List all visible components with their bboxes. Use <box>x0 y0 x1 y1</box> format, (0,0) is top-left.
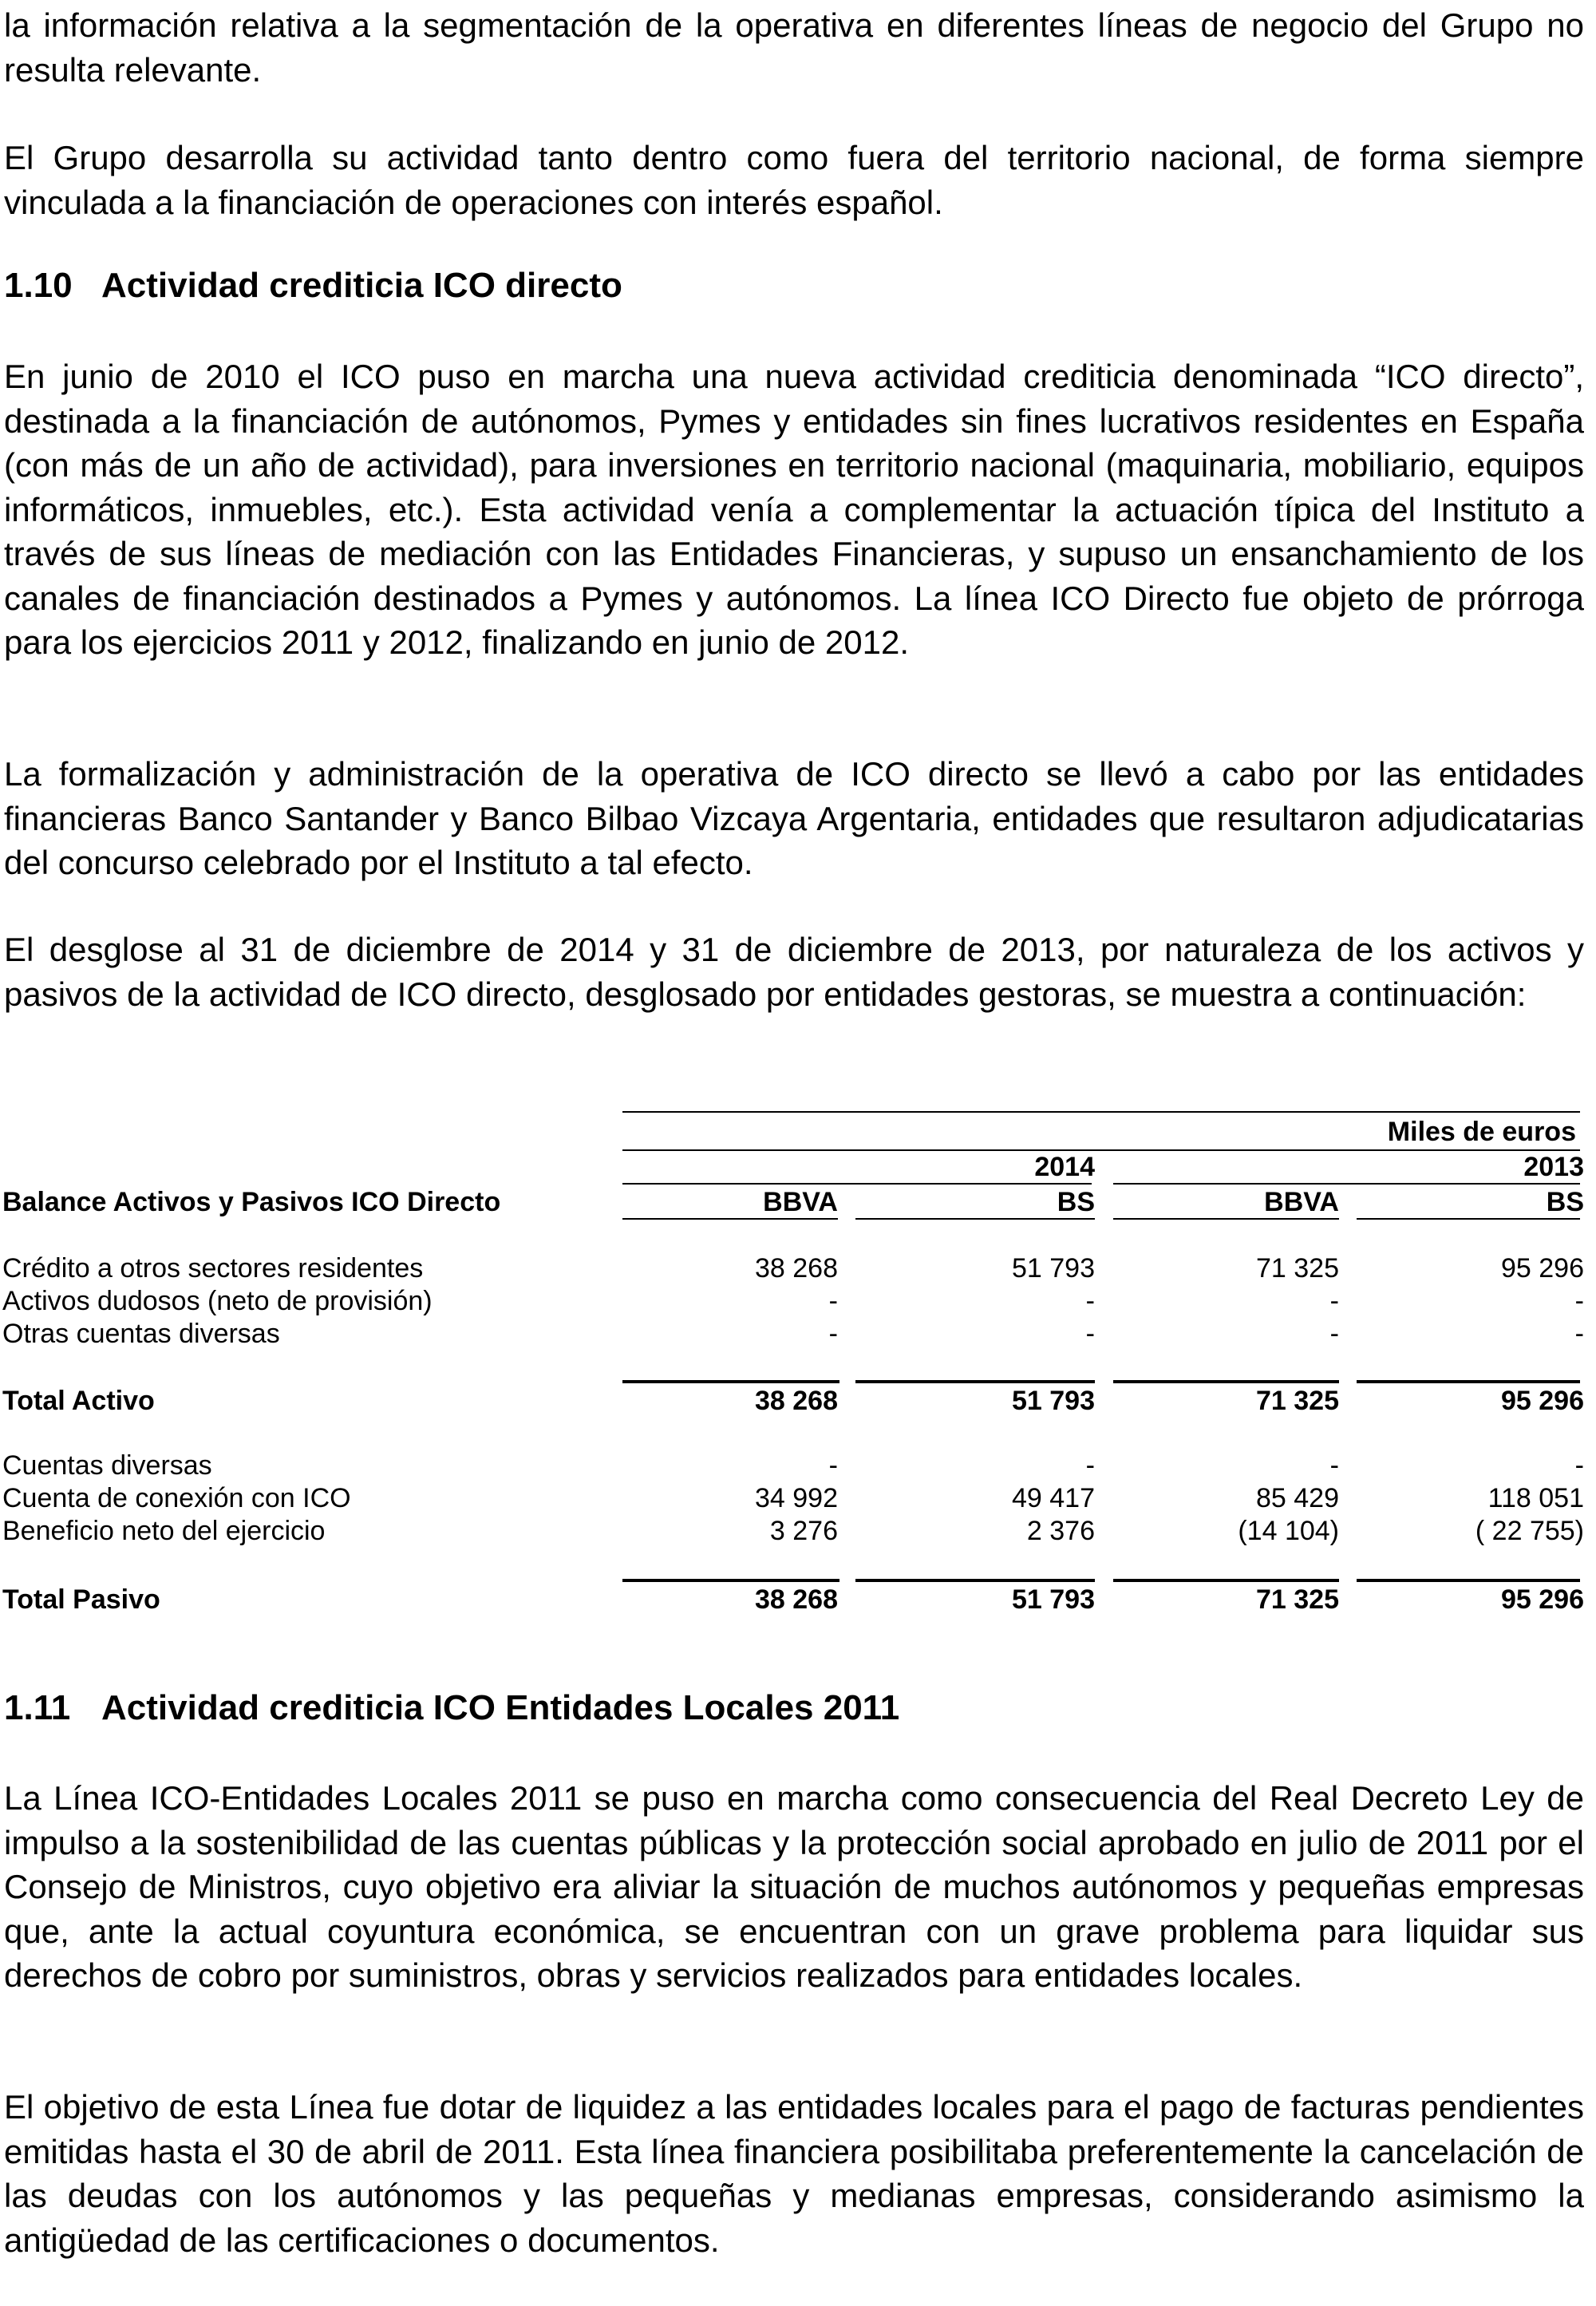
total-activo-value: 38 268 <box>755 1386 838 1416</box>
column-rule <box>1357 1218 1580 1220</box>
row-value: 3 276 <box>769 1516 838 1546</box>
total-rule <box>855 1380 1095 1383</box>
row-value: 51 793 <box>1012 1253 1095 1284</box>
balance-table <box>0 1102 1596 1615</box>
section-heading-1-11 <box>4 1686 899 1730</box>
section-title: Actividad crediticia ICO Entidades Locales 2011 <box>101 1688 900 1727</box>
row-value: - <box>1085 1319 1095 1349</box>
table-units: Miles de euros <box>1387 1117 1576 1147</box>
table-top-rule <box>622 1111 1580 1113</box>
row-value: - <box>1329 1319 1339 1349</box>
row-value: 71 325 <box>1256 1253 1339 1284</box>
row-value: ( 22 755) <box>1475 1516 1584 1546</box>
row-value: - <box>828 1450 838 1481</box>
section-number: 1.10 <box>4 266 73 305</box>
total-rule <box>1357 1579 1580 1582</box>
section-1-10-paragraph-2: La formalización y administración de la operativa de ICO directo se llevó a cabo por las entidades financieras Banco Santander y Banco Bilbao Vizcaya Argentaria, entidades que resultaron adjudicatarias del concurso celebrado por el Instituto a tal efecto. <box>4 755 1584 881</box>
row-label: Beneficio neto del ejercicio <box>2 1516 326 1546</box>
intro-paragraph-1: la información relativa a la segmentación de la operativa en diferentes líneas de negocio del Grupo no resulta relevante. <box>4 6 1584 89</box>
total-rule <box>622 1380 839 1383</box>
total-rule <box>855 1579 1095 1582</box>
row-value: - <box>828 1286 838 1316</box>
row-value: - <box>828 1319 838 1349</box>
column-header: BBVA <box>763 1187 838 1217</box>
row-label: Cuentas diversas <box>2 1450 212 1481</box>
row-value: - <box>1329 1450 1339 1481</box>
row-value: 34 992 <box>755 1483 838 1513</box>
section-1-10-paragraph-3: El desglose al 31 de diciembre de 2014 y 31 de diciembre de 2013, por naturaleza de los activos y pasivos de la actividad de ICO directo, desglosado por entidades gestoras, se muestra a continuación: <box>4 931 1584 1013</box>
total-rule <box>1113 1380 1339 1383</box>
total-pasivo-value: 71 325 <box>1256 1584 1339 1615</box>
row-value: - <box>1085 1450 1095 1481</box>
section-heading-1-10 <box>4 263 622 307</box>
row-value: 49 417 <box>1012 1483 1095 1513</box>
total-activo-value: 71 325 <box>1256 1386 1339 1416</box>
row-value: 85 429 <box>1256 1483 1339 1513</box>
total-rule <box>622 1579 839 1582</box>
total-activo-value: 51 793 <box>1012 1386 1095 1416</box>
row-value: 2 376 <box>1026 1516 1095 1546</box>
total-pasivo-value: 51 793 <box>1012 1584 1095 1615</box>
year-2013-label: 2013 <box>1523 1152 1584 1182</box>
total-pasivo-label: Total Pasivo <box>2 1584 160 1615</box>
column-header: BS <box>1057 1187 1095 1217</box>
total-rule <box>1113 1579 1339 1582</box>
section-number: 1.11 <box>4 1688 71 1727</box>
year-2014-label: 2014 <box>1034 1152 1095 1182</box>
row-value: - <box>1574 1450 1584 1481</box>
section-1-10-paragraph-1: En junio de 2010 el ICO puso en marcha una nueva actividad crediticia denominada “ICO directo”, destinada a la financiación de autónomos, Pymes y entidades sin fines lucrativos residentes en España (con más de un año de actividad), para inversiones en territorio nacional (maquinaria, mobiliario, equipos informáticos, inmuebles, etc.). Esta actividad venía a complementar la actuación típica del Instituto a través de sus líneas de mediación con las Entidades Financieras, y supuso un ensanchamiento de los canales de financiación destinados a Pymes y autónomos. La línea ICO Directo fue objeto de prórroga para los ejercicios 2011 y 2012, finalizando en junio de 2012. <box>4 358 1584 661</box>
row-value: - <box>1574 1319 1584 1349</box>
table-title: Balance Activos y Pasivos ICO Directo <box>2 1187 501 1217</box>
total-pasivo-value: 38 268 <box>755 1584 838 1615</box>
row-label: Cuenta de conexión con ICO <box>2 1483 351 1513</box>
row-value: - <box>1574 1286 1584 1316</box>
row-value: 95 296 <box>1501 1253 1584 1284</box>
total-activo-value: 95 296 <box>1501 1386 1584 1416</box>
column-rule <box>622 1218 838 1220</box>
intro-paragraph-2: El Grupo desarrolla su actividad tanto dentro como fuera del territorio nacional, de forma siempre vinculada a la financiación de operaciones con interés español. <box>4 139 1584 221</box>
total-activo-label: Total Activo <box>2 1386 155 1416</box>
year-2014-rule <box>622 1183 1092 1185</box>
row-value: - <box>1329 1286 1339 1316</box>
row-value: (14 104) <box>1238 1516 1339 1546</box>
section-title: Actividad crediticia ICO directo <box>101 266 622 305</box>
column-header: BS <box>1546 1187 1584 1217</box>
table-units-rule <box>622 1149 1580 1151</box>
column-rule <box>1113 1218 1339 1220</box>
row-label: Activos dudosos (neto de provisión) <box>2 1286 433 1316</box>
row-label: Otras cuentas diversas <box>2 1319 280 1349</box>
row-label: Crédito a otros sectores residentes <box>2 1253 424 1284</box>
column-rule <box>855 1218 1095 1220</box>
row-value: 118 051 <box>1487 1483 1584 1513</box>
section-1-11-paragraph-2: El objetivo de esta Línea fue dotar de liquidez a las entidades locales para el pago de facturas pendientes emitidas hasta el 30 de abril de 2011. Esta línea financiera posibilitaba preferentemente la cancelación de las deudas con los autónomos y las pequeñas y medianas empresas, considerando asimismo la antigüedad de las certificaciones o documentos. <box>4 2088 1584 2259</box>
row-value: - <box>1085 1286 1095 1316</box>
total-rule <box>1357 1380 1580 1383</box>
section-1-11-paragraph-1: La Línea ICO-Entidades Locales 2011 se puso en marcha como consecuencia del Real Decreto Ley de impulso a la sostenibilidad de las cuentas públicas y la protección social aprobado en julio de 2011 por el Consejo de Ministros, cuyo objetivo era aliviar la situación de muchos autónomos y pequeñas empresas que, ante la actual coyuntura económica, se encuentran con un grave problema para liquidar sus derechos de cobro por suministros, obras y servicios realizados para entidades locales. <box>4 1779 1584 1994</box>
year-2013-rule <box>1113 1183 1580 1185</box>
total-pasivo-value: 95 296 <box>1501 1584 1584 1615</box>
row-value: 38 268 <box>755 1253 838 1284</box>
column-header: BBVA <box>1264 1187 1339 1217</box>
